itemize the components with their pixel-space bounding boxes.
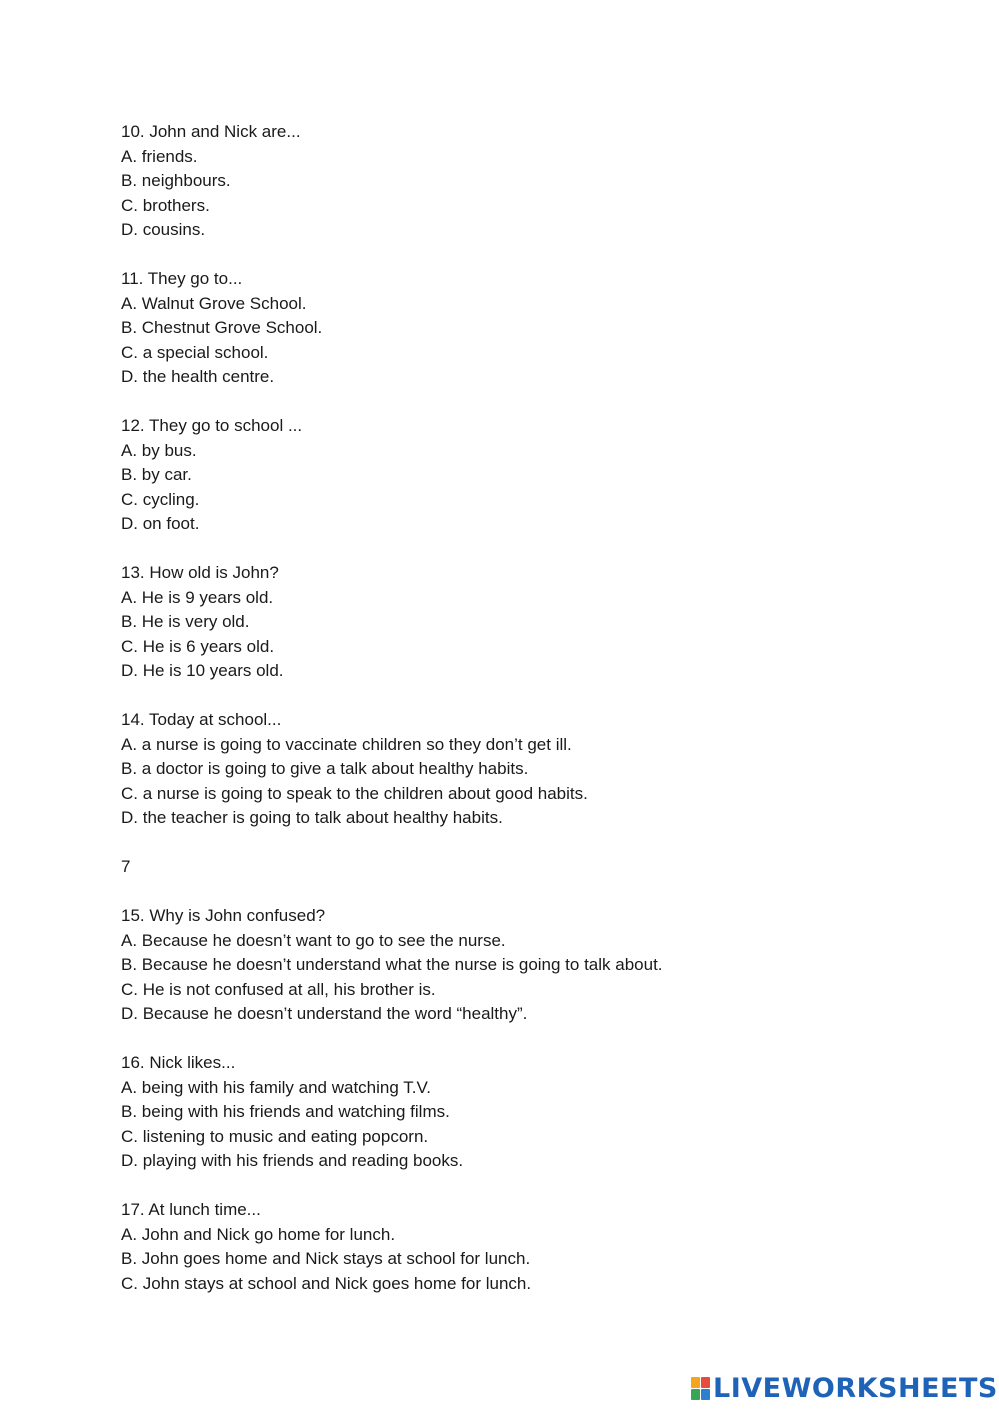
- question-17: 17. At lunch time...: [121, 1200, 261, 1219]
- option: C. cycling.: [121, 489, 200, 509]
- option: A. being with his family and watching T.V.: [121, 1077, 431, 1097]
- option: A. John and Nick go home for lunch.: [121, 1224, 396, 1244]
- option: D. playing with his friends and reading books.: [121, 1151, 464, 1170]
- option: B. being with his friends and watching films.: [121, 1102, 450, 1121]
- question-12: 12. They go to school ...: [121, 416, 303, 435]
- option: C. He is not confused at all, his brother is.: [121, 979, 436, 999]
- question-11: 11. They go to...: [121, 269, 243, 288]
- worksheet-page: [121, 120, 941, 1296]
- option: B. Because he doesn’t understand what the nurse is going to talk about.: [121, 955, 663, 974]
- option: A. He is 9 years old.: [121, 587, 274, 607]
- option: B. Chestnut Grove School.: [121, 318, 323, 337]
- liveworksheets-mark-icon: [691, 1376, 711, 1400]
- option: B. by car.: [121, 465, 192, 484]
- option: C. listening to music and eating popcorn.: [121, 1126, 429, 1146]
- option: A. Because he doesn’t want to go to see the nurse.: [121, 930, 506, 950]
- option: B. He is very old.: [121, 612, 250, 631]
- option: D. on foot.: [121, 514, 200, 533]
- option: C. John stays at school and Nick goes home for lunch.: [121, 1273, 532, 1293]
- logo-text: LIVEWORKSHEETS: [713, 1372, 998, 1404]
- option: C. He is 6 years old.: [121, 636, 275, 656]
- option: B. a doctor is going to give a talk about healthy habits.: [121, 759, 529, 778]
- option: B. neighbours.: [121, 171, 231, 190]
- option: D. cousins.: [121, 220, 206, 239]
- option: D. the teacher is going to talk about healthy habits.: [121, 808, 503, 827]
- option: D. He is 10 years old.: [121, 661, 284, 680]
- question-14: 14. Today at school...: [121, 710, 282, 729]
- option: A. by bus.: [121, 440, 197, 460]
- question-16: 16. Nick likes...: [121, 1053, 236, 1072]
- option: B. John goes home and Nick stays at school for lunch.: [121, 1249, 531, 1268]
- option: C. brothers.: [121, 195, 210, 215]
- option: A. friends.: [121, 146, 198, 166]
- option: A. Walnut Grove School.: [121, 293, 307, 313]
- option: C. a special school.: [121, 342, 269, 362]
- question-15: 15. Why is John confused?: [121, 906, 326, 925]
- page-number: 7: [121, 857, 131, 876]
- option: D. Because he doesn’t understand the word “healthy”.: [121, 1004, 528, 1023]
- question-10: 10. John and Nick are...: [121, 122, 301, 141]
- question-13: 13. How old is John?: [121, 563, 279, 582]
- liveworksheets-logo: [691, 1372, 998, 1404]
- option: A. a nurse is going to vaccinate children so they don’t get ill.: [121, 734, 572, 754]
- option: C. a nurse is going to speak to the children about good habits.: [121, 783, 588, 803]
- option: D. the health centre.: [121, 367, 275, 386]
